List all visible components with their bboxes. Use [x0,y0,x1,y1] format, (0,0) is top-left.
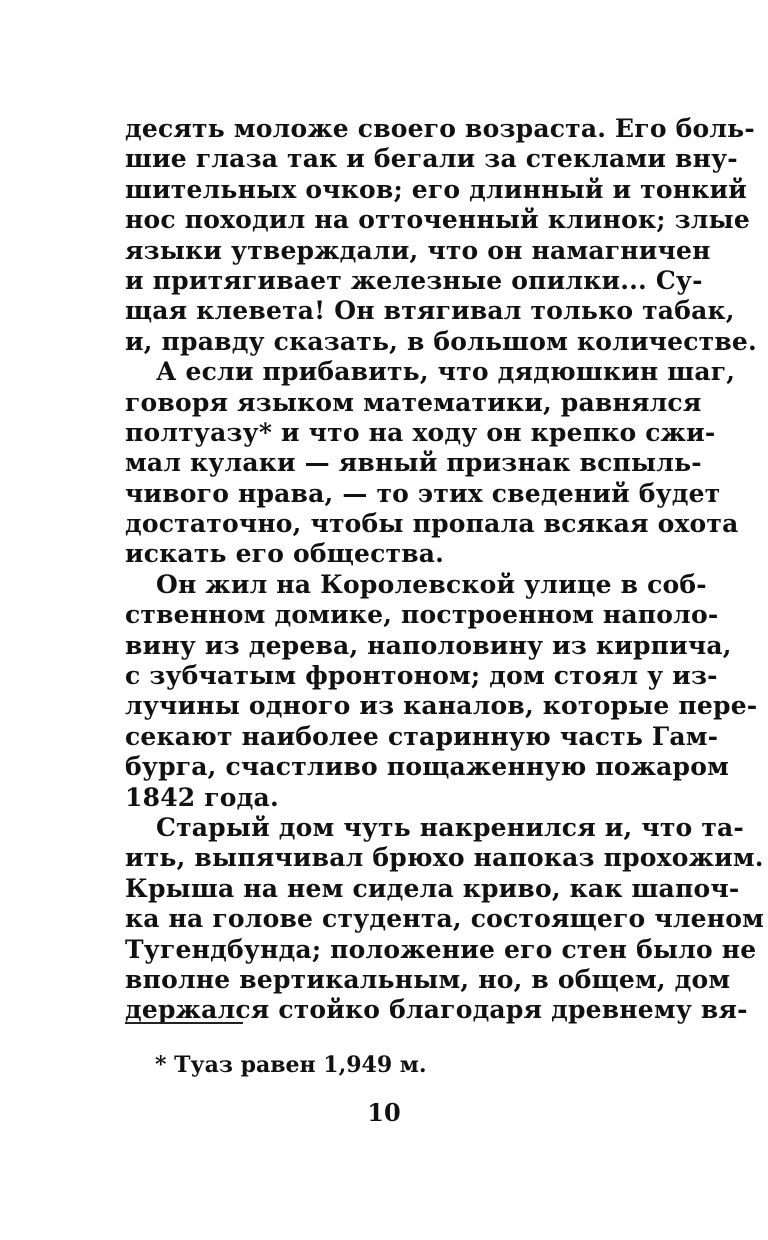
page-number: 10 [367,1098,401,1127]
text-line: с зубчатым фронтоном; дом стоял у из- [125,661,718,691]
text-line: вполне вертикальным, но, в общем, дом [125,964,731,994]
text-line: Тугендбунда; положение его стен было не [125,934,757,964]
text-line: полтуазу* и что на ходу он крепко сжи- [125,417,716,447]
text-line: ственном домике, построенном наполо- [125,600,719,630]
text-line: Старый дом чуть накренился и, что та- [156,812,744,842]
text-line: 1842 года. [125,782,279,812]
text-line: искать его общества. [125,539,445,569]
text-line: языки утверждали, что он намагничен [125,235,711,265]
text-line: нос походил на отточенный клинок; злые [125,205,750,235]
text-line: А если прибавить, что дядюшкин шаг, [156,357,736,387]
text-line: щая клевета! Он втягивал только табак, [125,296,735,326]
text-line: шительных очков; его длинный и тонкий [125,174,747,204]
text-line: ка на голове студента, состоящего членом [125,904,765,934]
text-line: вину из дерева, наполовину из кирпича, [125,630,732,660]
text-line: секают наиболее старинную часть Гам- [125,721,719,751]
text-line: Он жил на Королевской улице в соб- [156,569,707,599]
paragraph-4 [125,812,765,1026]
text-line: лучины одного из каналов, которые пере- [125,691,758,721]
text-line: и, правду сказать, в большом количестве. [125,326,757,356]
text-line: бурга, счастливо пощаженную пожаром [125,752,730,782]
text-line: шие глаза так и бегали за стеклами вну- [125,144,738,174]
footnote: * Туаз равен 1,949 м. [155,1052,427,1078]
body-text [125,114,765,1026]
text-line: десять моложе своего возраста. Его боль- [125,114,755,143]
paragraph-2 [125,357,739,570]
paragraph-3 [125,569,758,813]
text-line: достаточно, чтобы пропала всякая охота [125,509,739,539]
text-line: чивого нрава, — то этих сведений будет [125,478,721,508]
paragraph-1 [125,114,757,357]
text-line: держался стойко благодаря древнему вя- [125,995,748,1025]
text-line: ить, выпячивал брюхо напоказ прохожим. [125,843,764,873]
text-line: Крыша на нем сидела криво, как шапоч- [125,873,740,903]
text-line: говоря языком математики, равнялся [125,387,702,417]
text-line: и притягивает железные опилки... Су- [125,265,703,295]
footnote-divider [125,1022,243,1024]
text-line: мал кулаки — явный признак вспыль- [125,448,702,478]
